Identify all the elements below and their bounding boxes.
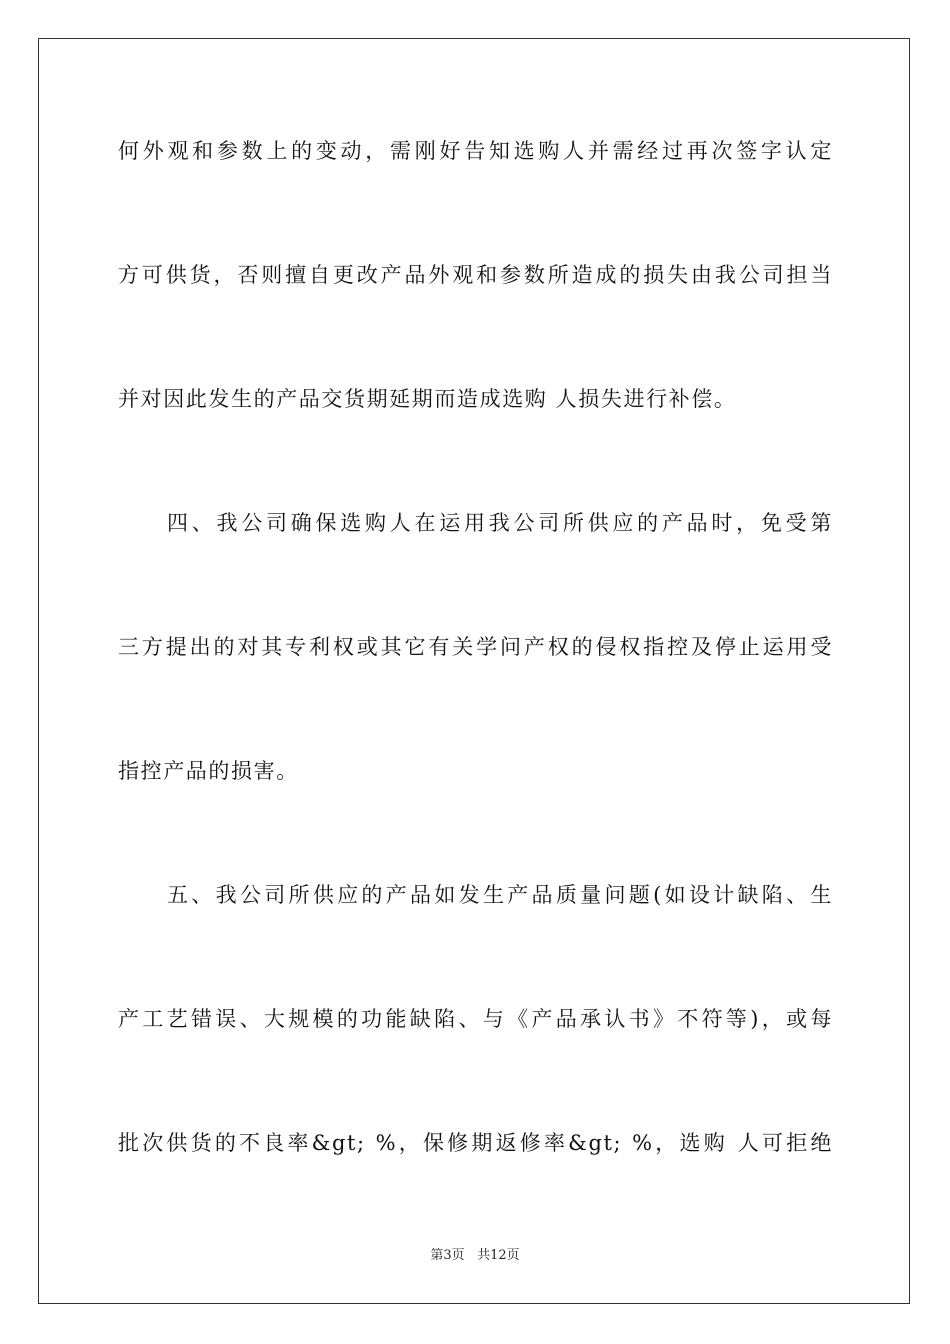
page-number: 第3页 [430, 1248, 465, 1263]
body-text-line: 指控产品的损害。 [118, 759, 299, 783]
body-text-line: 三方提出的对其专利权或其它有关学问产权的侵权指控及停止运用受 [118, 635, 833, 659]
paragraph-four-first-line: 四、我公司确保选购人在运用我公司所供应的产品时，免受第 [167, 511, 833, 535]
body-text-line: 批次供货的不良率&gt; %，保修期返修率&gt; %，选购 人可拒绝 [118, 1131, 833, 1155]
body-text-line: 方可供货，否则擅自更改产品外观和参数所造成的损失由我公司担当 [118, 263, 833, 287]
page-total: 共12页 [477, 1248, 520, 1263]
page-border [38, 38, 910, 1304]
page-footer [0, 1247, 950, 1265]
body-text-line: 并对因此发生的产品交货期延期而造成选购 人损失进行补偿。 [118, 387, 737, 411]
body-text-line: 何外观和参数上的变动，需刚好告知选购人并需经过再次签字认定 [118, 139, 833, 163]
paragraph-five-first-line: 五、我公司所供应的产品如发生产品质量问题(如设计缺陷、生 [167, 883, 833, 907]
body-text-line: 产工艺错误、大规模的功能缺陷、与《产品承认书》不符等)，或每 [118, 1007, 833, 1031]
